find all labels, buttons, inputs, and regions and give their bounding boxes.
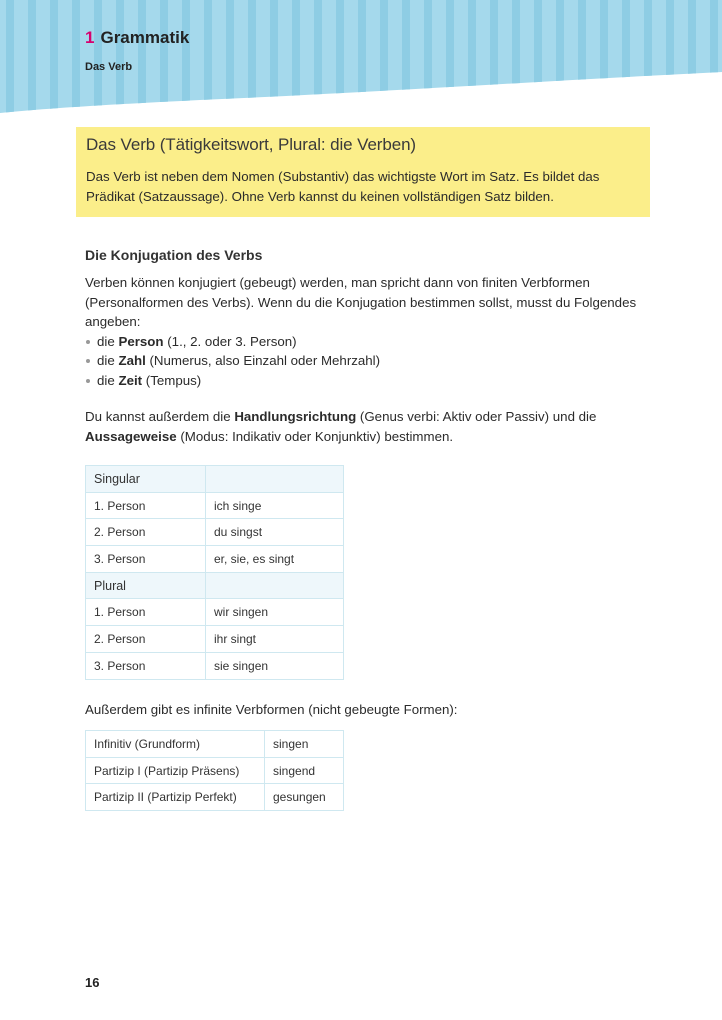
table-row <box>86 784 344 811</box>
list-item: die Zahl (Numerus, also Einzahl oder Mehrzahl) <box>85 351 660 371</box>
person-cell: 1. Person <box>86 599 206 626</box>
band-stripe <box>468 0 476 120</box>
band-stripe <box>688 0 696 120</box>
band-stripe <box>160 0 168 120</box>
list-item: die Zeit (Tempus) <box>85 371 660 391</box>
chapter-heading <box>85 28 189 48</box>
form-value-cell: singend <box>265 757 344 784</box>
band-stripe <box>292 0 300 120</box>
intro-paragraph: Verben können konjugiert (gebeugt) werden, man spricht dann von finiten Verbformen (Personalformen des Verbs). Wenn du die Konjugation bestimmen sollst, musst du Folgendes angeben: <box>85 275 637 329</box>
header-band <box>0 0 722 120</box>
band-stripe <box>710 0 718 120</box>
band-stripe <box>666 0 674 120</box>
person-cell: 2. Person <box>86 519 206 546</box>
table-row <box>86 519 344 546</box>
subsection-title: Das Verb <box>85 61 133 73</box>
group-label: Plural <box>86 572 206 599</box>
infinite-forms-table <box>85 730 344 811</box>
band-stripe <box>402 0 410 120</box>
table-row <box>86 626 344 653</box>
form-cell: er, sie, es singt <box>206 546 344 573</box>
band-stripe <box>490 0 498 120</box>
band-stripe <box>314 0 322 120</box>
infinite-intro: Außerdem gibt es infinite Verbformen (nicht gebeugte Formen): <box>85 702 458 717</box>
form-name-cell: Infinitiv (Grundform) <box>86 731 265 758</box>
group-label: Singular <box>86 466 206 493</box>
band-stripe <box>446 0 454 120</box>
band-stripe <box>6 0 14 120</box>
band-stripe <box>644 0 652 120</box>
conjugation-intro <box>85 273 660 390</box>
table-row <box>86 731 344 758</box>
form-cell: ich singe <box>206 492 344 519</box>
definition-box <box>76 127 650 217</box>
table-row <box>86 572 344 599</box>
band-stripe <box>94 0 102 120</box>
band-stripe <box>182 0 190 120</box>
page-number: 16 <box>85 975 100 990</box>
band-stripe <box>600 0 608 120</box>
band-stripe <box>138 0 146 120</box>
definition-title: Das Verb (Tätigkeitswort, Plural: die Verben) <box>86 135 416 154</box>
conjugation-table <box>85 465 344 680</box>
table-row <box>86 492 344 519</box>
band-stripe <box>336 0 344 120</box>
person-cell: 2. Person <box>86 626 206 653</box>
table-row <box>86 546 344 573</box>
list-item: die Person (1., 2. oder 3. Person) <box>85 332 660 352</box>
form-cell: ihr singt <box>206 626 344 653</box>
form-name-cell: Partizip II (Partizip Perfekt) <box>86 784 265 811</box>
band-stripe <box>424 0 432 120</box>
section-title: Die Konjugation des Verbs <box>85 247 263 263</box>
direction-paragraph: Du kannst außerdem die Handlungsrichtung (Genus verbi: Aktiv oder Passiv) und die Aussageweise (Modus: Indikativ oder Konjunktiv) bestimmen. <box>85 409 597 444</box>
person-cell: 3. Person <box>86 652 206 679</box>
table-row <box>86 466 344 493</box>
band-stripe <box>248 0 256 120</box>
band-stripe <box>358 0 366 120</box>
band-stripe <box>556 0 564 120</box>
person-cell: 3. Person <box>86 546 206 573</box>
band-stripe <box>578 0 586 120</box>
band-stripe <box>50 0 58 120</box>
band-stripe <box>226 0 234 120</box>
band-stripe <box>72 0 80 120</box>
person-cell: 1. Person <box>86 492 206 519</box>
chapter-number: 1 <box>85 28 95 47</box>
bullet-list <box>85 332 660 391</box>
form-cell: du singst <box>206 519 344 546</box>
chapter-title: Grammatik <box>100 28 190 47</box>
table-row <box>86 757 344 784</box>
table-row <box>86 652 344 679</box>
form-name-cell: Partizip I (Partizip Präsens) <box>86 757 265 784</box>
band-stripe <box>534 0 542 120</box>
form-value-cell: gesungen <box>265 784 344 811</box>
band-stripe <box>512 0 520 120</box>
definition-text: Das Verb ist neben dem Nomen (Substantiv) das wichtigste Wort im Satz. Es bildet das Prädikat (Satzaussage). Ohne Verb kannst du keinen vollständigen Satz bilden. <box>86 169 600 204</box>
band-stripe <box>622 0 630 120</box>
band-stripe <box>204 0 212 120</box>
table-row <box>86 599 344 626</box>
form-cell: wir singen <box>206 599 344 626</box>
band-stripe <box>28 0 36 120</box>
form-cell: sie singen <box>206 652 344 679</box>
form-value-cell: singen <box>265 731 344 758</box>
band-stripe <box>270 0 278 120</box>
band-stripe <box>116 0 124 120</box>
band-stripe <box>380 0 388 120</box>
